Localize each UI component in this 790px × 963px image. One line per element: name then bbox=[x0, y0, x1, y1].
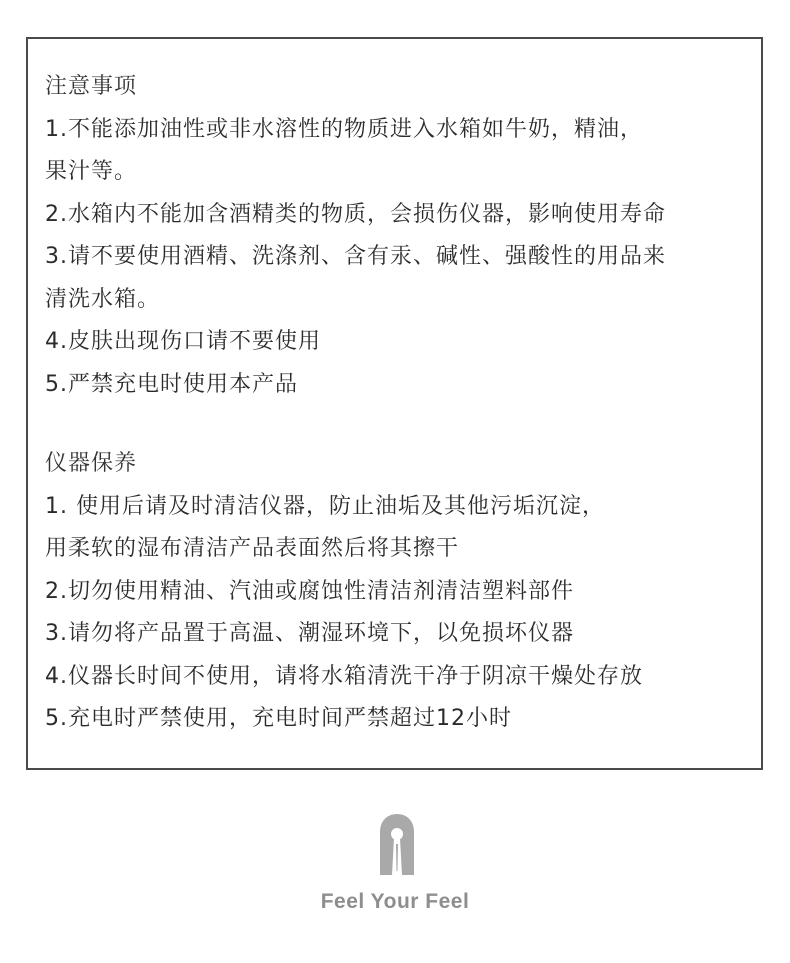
notice-line: 3.请不要使用酒精、洗涤剂、含有汞、碱性、强酸性的用品来 bbox=[45, 244, 666, 269]
notice-line: 4.皮肤出现伤口请不要使用 bbox=[45, 329, 321, 354]
care-line: 1. 使用后请及时清洁仪器，防止油垢及其他污垢沉淀， bbox=[45, 493, 605, 519]
care-section bbox=[45, 443, 757, 741]
notice-line: 1.不能添加油性或非水溶性的物质进入水箱如牛奶，精油， bbox=[45, 116, 643, 142]
care-line: 4.仪器长时间不使用，请将水箱清洗干净于阴凉干燥处存放 bbox=[45, 663, 643, 689]
care-heading: 仪器保养 bbox=[45, 451, 138, 476]
notice-line: 2.水箱内不能加含酒精类的物质，会损伤仪器，影响使用寿命 bbox=[45, 201, 666, 227]
care-line: 5.充电时严禁使用，充电时间严禁超过12小时 bbox=[45, 706, 512, 731]
device-silhouette-icon bbox=[378, 813, 416, 875]
notice-line: 清洗水箱。 bbox=[45, 286, 161, 312]
care-line: 用柔软的湿布清洁产品表面然后将其擦干 bbox=[45, 536, 460, 561]
care-line: 3.请勿将产品置于高温、潮湿环境下，以免损坏仪器 bbox=[45, 621, 574, 646]
instructions-panel bbox=[26, 37, 763, 770]
care-line: 2.切勿使用精油、汽油或腐蚀性清洁剂清洁塑料部件 bbox=[45, 578, 574, 604]
notice-line: 果汁等。 bbox=[45, 159, 138, 184]
notice-line: 5.严禁充电时使用本产品 bbox=[45, 371, 298, 397]
notice-heading: 注意事项 bbox=[45, 74, 138, 99]
brand-slogan: Feel Your Feel bbox=[320, 890, 470, 913]
notice-section bbox=[45, 66, 757, 406]
